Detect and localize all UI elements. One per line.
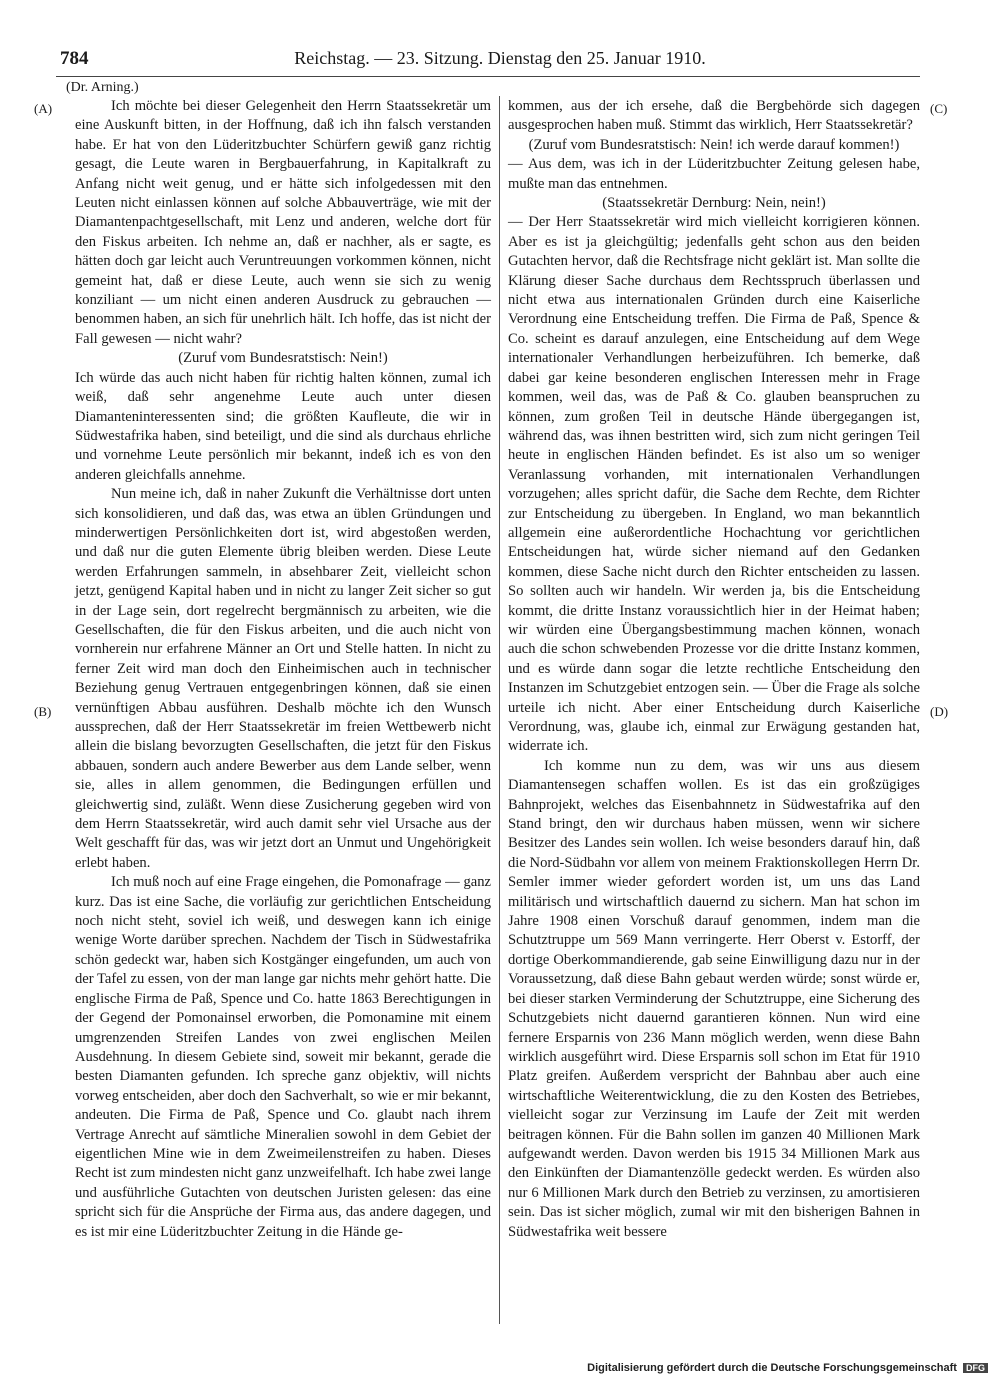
footer-text: Digitalisierung gefördert durch die Deutsche Forschungsgemeinschaft xyxy=(587,1362,957,1374)
right-column xyxy=(508,97,920,1242)
margin-marker-d: (D) xyxy=(930,704,949,719)
column-divider xyxy=(499,96,500,1324)
paragraph: Ich würde das auch nicht haben für richtig halten können, zumal ich weiß, daß sehr angenehme Leute auch unter diesen Diamanteninteressenten sind; die größten Kaufleute, die wir in Südwestafrika haben, sind beteiligt, und die sind als durchaus ehrliche und vornehme Leute persönlich mir bekannt, indeß ich es von den anderen gleichfalls annehme. xyxy=(75,369,491,483)
paragraph: Nun meine ich, daß in naher Zukunft die Verhältnisse dort unten sich konsolidieren, und daß das, was etwa an üblen Gründungen und minderwertigen Persönlichkeiten dort ist, wird abgestoßen werden, und daß nur die guten Elemente übrig bleiben werden. Diese Leute werden Erfahrungen sammeln, in absehbarer Zeit, vielleicht schon jetzt, genügend Kapital haben und in nicht zu langer Zeit sicher so gut in der Lage sein, dort regelrecht bergmännisch zu arbeiten, wie die Gesellschaften, die für den Fiskus arbeiten, und die auch nicht von vornherein nur erfahrene Männer an Ort und Stelle hatten. In nicht zu ferner Zeit wird man doch den Einheimischen auch in technischer Beziehung genug Vertrauen entgegenbringen können, daß sie einen vernünftigen Abbau ausführen. Deshalb möchte ich den Wunsch aussprechen, daß der Herr Staatssekretär im freien Wettbewerb nicht allein die bislang bevorzugten Gesellschaften, die jetzt für den Fiskus abbauen, sondern auch andere Bewerber aus dem Lande selber, wenn sie, alles in allem genommen, die Bedingungen erfüllen und gleichwertig sind, zuläßt. Wenn diese Zusicherung gegeben wird von dem Herrn Staatssekretär, wird auch damit sehr viel Ursache aus der Welt geschafft für das, was wir jetzt dort an Unmut und Ungehörigkeit erlebt haben. xyxy=(75,486,491,871)
dfg-logo: DFG xyxy=(963,1363,988,1373)
left-column xyxy=(75,97,491,1242)
margin-marker-a: (A) xyxy=(34,101,53,116)
paragraph: — Der Herr Staatssekretär wird mich vielleicht korrigieren können. Aber es ist ja gleichgültig; jedenfalls geht schon aus den beiden Gutachten hervor, daß die Rechtsfrage nicht geklärt ist. Man sollte die Klärung dieser Sache durchaus dem Rechtsspruch überlassen und nicht etwa aus internationalen Gründen durch eine Kaiserliche Verordnung eine Entscheidung treffen. Die Firma de Paß, Spence & Co. scheint es darauf anzulegen, eine Entscheidung auf dem Wege internationaler Verhandlungen herbeizuführen. Ich bemerke, daß dabei gar keine besonderen englischen Interessen mehr in Frage kommen, weil das, was de Paß & Co. glauben beanspruchen zu können, zum großen Teil in deutsche Hände übergegangen ist, während das, was ihnen bestritten wird, sich zum nicht geringen Teil heute in englischen Händen befindet. Es ist also um so weniger Veranlassung vorhanden, mit internationalen Verhandlungen vorzugehen; alles spricht dafür, die Sache dem Rechte, dem Richter zur Entscheidung zu übergeben. In England, wo man bekanntlich allgemein eine außerordentliche Hochachtung vor gerichtlichen Entscheidungen hat, würde sicher niemand auf den Gedanken kommen, diese Sache nicht durch den Richter entscheiden zu lassen. So sollten auch wir handeln. Wir werden ja, bis die Entscheidung kommt, die dritte Instanz voraussichtlich hier in der Heimat haben; wir würden eine Übergangsbestimmung machen können, wonach auch die schon schwebenden Prozesse vor die dritte Instanz kommen, und es würde dann sogar die letzte rechtliche Entscheidung den Instanzen im Schutzgebiet entzogen sein. — Über die Frage als solche urteile ich nicht. Aber einer Entscheidung durch Kaiserliche Verordnung, was, glaube ich, einmal zur Erwägung gestanden hat, widerrate ich. xyxy=(508,214,920,755)
margin-marker-c: (C) xyxy=(930,101,948,116)
page-header-title: Reichstag. — 23. Sitzung. Dienstag den 25. Januar 1910. xyxy=(294,48,706,68)
footer-credit xyxy=(587,1362,988,1374)
page-number: 784 xyxy=(60,48,89,69)
interjection: (Zuruf vom Bundesratstisch: Nein!) xyxy=(178,350,388,367)
margin-marker-b: (B) xyxy=(34,704,52,719)
interjection: (Zuruf vom Bundesratstisch: Nein! ich werde darauf kommen!) xyxy=(528,136,900,153)
header-rule xyxy=(56,76,920,77)
paragraph: Ich möchte bei dieser Gelegenheit den Herrn Staatssekretär um eine Auskunft bitten, in der Hoffnung, daß ich ihn falsch verstanden habe. Er hat von den Lüderitzbuchter Schürfern gewiß ganz richtig gesagt, die Leute waren in Bergbauerfahrung, in Kapitalkraft zu Anfang nicht weit genug, und er hätte sich infolgedessen mit den Leuten nicht einlassen können auf solche Abbauverträge, wie mit der Diamantenpachtgesellschaft, mit Lenz und anderen, welche dort für den Fiskus arbeiten. Ich nehme an, daß er nachher, als er sagte, es hätten doch gar leicht auch Veruntreuungen vorkommen können, nicht gemeint hat, daß er diese Leute, auch wenn sie sich zu wenig konziliant — um nicht einen anderen Ausdruck zu gebrauchen — benommen haben, an sich für unehrlich hält. Ich hoffe, das ist nicht der Fall gewesen — nicht wahr? xyxy=(75,98,491,347)
paragraph: kommen, aus der ich ersehe, daß die Bergbehörde sich dagegen ausgesprochen haben muß. Stimmt das wirklich, Herr Staatssekretär? xyxy=(508,98,920,134)
interjection: (Staatssekretär Dernburg: Nein, nein!) xyxy=(602,195,826,212)
paragraph: — Aus dem, was ich in der Lüderitzbuchter Zeitung gelesen habe, mußte man das entnehmen. xyxy=(508,156,920,192)
paragraph: Ich komme nun zu dem, was wir uns aus diesem Diamantensegen schaffen wollen. Es ist das ein großzügiges Bahnprojekt, welches das Eisenbahnnetz in Südwestafrika auf den Stand bringt, den wir durchaus haben müssen, wenn wir sichere Besitzer des Landes sein wollen. Ich weise besonders darauf hin, daß die Nord-Südbahn vor allem von meinem Fraktionskollegen Herrn Dr. Semler immer wieder gefordert worden ist, um uns das Land militärisch und wirtschaftlich dauernd zu sichern. Man hat schon im Jahre 1908 einen Vorschuß darauf genommen, indem man die Schutztruppe um 569 Mann verringerte. Herr Oberst v. Estorff, der dortige Oberkommandierende, gab seine Einwilligung dazu nur in der Voraussetzung, daß diese Bahn gebaut werden würde; sonst würde er, bei dieser starken Verminderung der Schutztruppe, eine Sicherung des Schutzgebiets nicht dauernd garantieren können. Nun wird eine fernere Ersparnis von 236 Mann möglich werden, wenn diese Bahn wirklich ausgeführt wird. Diese Ersparnis soll schon im Etat für 1910 Platz greifen. Außerdem verspricht der Bahnbau aber auch eine wirtschaftliche Weiterentwicklung, die zu den Kosten des Betriebes, vielleicht sogar zur Verzinsung im Laufe der Zeit mit werden beitragen können. Für die Bahn sollen im ganzen 40 Millionen Mark aufgewandt werden. Davon werden bis 1915 34 Millionen Mark aus den Einkünften der Diamantenzölle gedeckt werden. Es würden also nur 6 Millionen Mark durch den Betrieb zu verzinsen, zu amortisieren sein. Das ist sicher möglich, zumal wir mit den bisherigen Bahnen in Südwestafrika weit bessere xyxy=(508,757,920,1240)
paragraph: Ich muß noch auf eine Frage eingehen, die Pomonafrage — ganz kurz. Das ist eine Sache, die vorläufig zur gerichtlichen Entscheidung noch nicht steht, soviel ich weiß, und deswegen kann ich einige wenige Worte darüber sprechen. Nachdem der Tisch in Südwestafrika schön gedeckt war, haben sich Kostgänger eingefunden, um auch von der Tafel zu essen, von der man lange gar nichts mehr gehört hatte. Die englische Firma de Paß, Spence und Co. hatte 1863 Berechtigungen in der Gegend der Pomonainsel erworben, die Pomonamine mit einem umgrenzenden Streifen Landes von zwei englischen Meilen Ausdehnung. In diesem Gebiete sind, soweit mir bekannt, gerade die besten Diamanten gefunden. Ich spreche ganz objektiv, will nichts vorweg entscheiden, aber doch den Sachverhalt, so wie er mir bekannt, andeuten. Die Firma de Paß, Spence und Co. glaubt nach ihrem Vertrage Anrecht auf sämtliche Mineralien sowohl in dem Gebiet der eigentlichen Mine wie in dem Zweimeilenstreifen zu haben. Dieses Recht ist zum mindesten nicht ganz unzweifelhaft. Ich habe zwei lange und ausführliche Gutachten von deutschen Juristen gelesen: das eine spricht sich für die Ansprüche der Firma aus, das andere dagegen, und es ist mir eine Lüderitzbuchter Zeitung in die Hände ge- xyxy=(75,874,491,1240)
speaker-label: (Dr. Arning.) xyxy=(66,80,139,95)
